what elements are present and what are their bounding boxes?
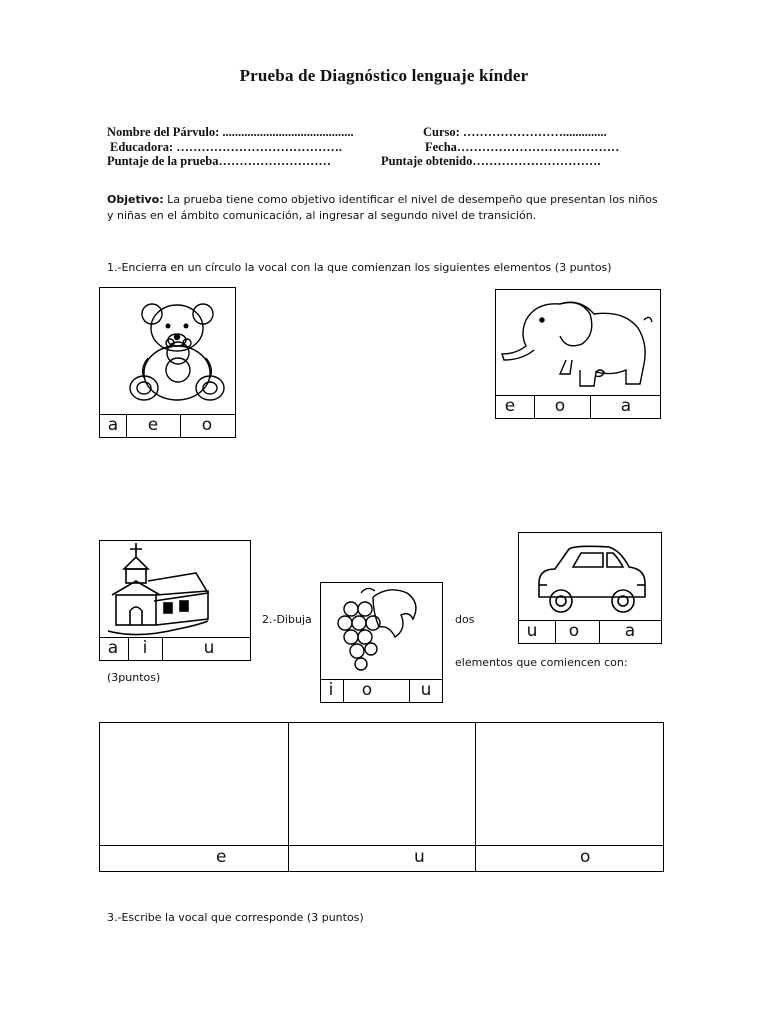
test-score-field: Puntaje de la prueba………………………: [107, 154, 331, 168]
grid-letter: e: [216, 847, 227, 867]
vowel-option[interactable]: a: [107, 415, 119, 435]
vowel-option[interactable]: i: [142, 638, 148, 658]
grapes-icon: [321, 583, 442, 680]
date-field: Fecha…………………………………: [425, 140, 620, 154]
vowel-option[interactable]: a: [620, 396, 632, 416]
grapes-vowel-row: [321, 679, 442, 702]
drawing-area-u[interactable]: [289, 723, 475, 845]
drawing-grid: [99, 722, 664, 872]
section2-instruction-part1: 2.-Dibuja: [262, 613, 312, 626]
elephant-icon: [496, 290, 660, 396]
car-card: [518, 532, 662, 644]
page-title: Prueba de Diagnóstico lenguaje kínder: [239, 66, 529, 85]
church-icon: [100, 541, 250, 638]
bear-vowel-row: [100, 414, 235, 437]
car-vowel-row: [519, 620, 661, 643]
section2-instruction-part3: elementos que comiencen con:: [455, 656, 628, 669]
grapes-card: [320, 582, 443, 703]
drawing-area-o[interactable]: [476, 723, 663, 845]
obtained-score-field: Puntaje obtenido………………………….: [381, 154, 601, 168]
section3-instruction: 3.-Escribe la vocal que corresponde (3 puntos): [107, 911, 364, 924]
church-vowel-row: [100, 637, 250, 660]
vowel-option[interactable]: e: [504, 396, 516, 416]
section2-points: (3puntos): [107, 671, 161, 684]
grid-letter: o: [580, 847, 591, 867]
objective-text: La prueba tiene como objetivo identificar el nivel de desempeño que presentan los niños y niñas en el ámbito comunicación, al ingresar al segundo nivel de transición.: [107, 193, 658, 222]
vowel-option[interactable]: o: [554, 396, 566, 416]
vowel-option[interactable]: a: [624, 621, 636, 641]
grid-letter: u: [414, 847, 425, 867]
course-field: Curso: ……………………..............: [423, 125, 607, 139]
car-icon: [519, 533, 661, 621]
elephant-vowel-row: [496, 395, 660, 418]
child-name-field: Nombre del Párvulo: ..........................................: [107, 125, 354, 139]
vowel-option[interactable]: e: [147, 415, 159, 435]
objective-label: Objetivo:: [107, 193, 164, 206]
vowel-option[interactable]: i: [328, 680, 334, 700]
section1-instruction: 1.-Encierra en un círculo la vocal con la que comienzan los siguientes elementos (3 puntos): [107, 261, 612, 274]
vowel-option[interactable]: o: [361, 680, 373, 700]
drawing-area-e[interactable]: [100, 723, 288, 845]
church-card: [99, 540, 251, 661]
vowel-option[interactable]: o: [568, 621, 580, 641]
educator-field: Educadora: ………………………………….: [110, 140, 342, 154]
bear-card: [99, 287, 236, 438]
vowel-option[interactable]: o: [201, 415, 213, 435]
section2-instruction-part2: dos: [455, 613, 475, 626]
vowel-option[interactable]: u: [526, 621, 538, 641]
objective-paragraph: [107, 192, 667, 224]
elephant-card: [495, 289, 661, 419]
vowel-option[interactable]: u: [203, 638, 215, 658]
teddy-bear-icon: [100, 288, 235, 415]
grid-letter-row: [100, 845, 663, 846]
vowel-option[interactable]: a: [107, 638, 119, 658]
vowel-option[interactable]: u: [420, 680, 432, 700]
